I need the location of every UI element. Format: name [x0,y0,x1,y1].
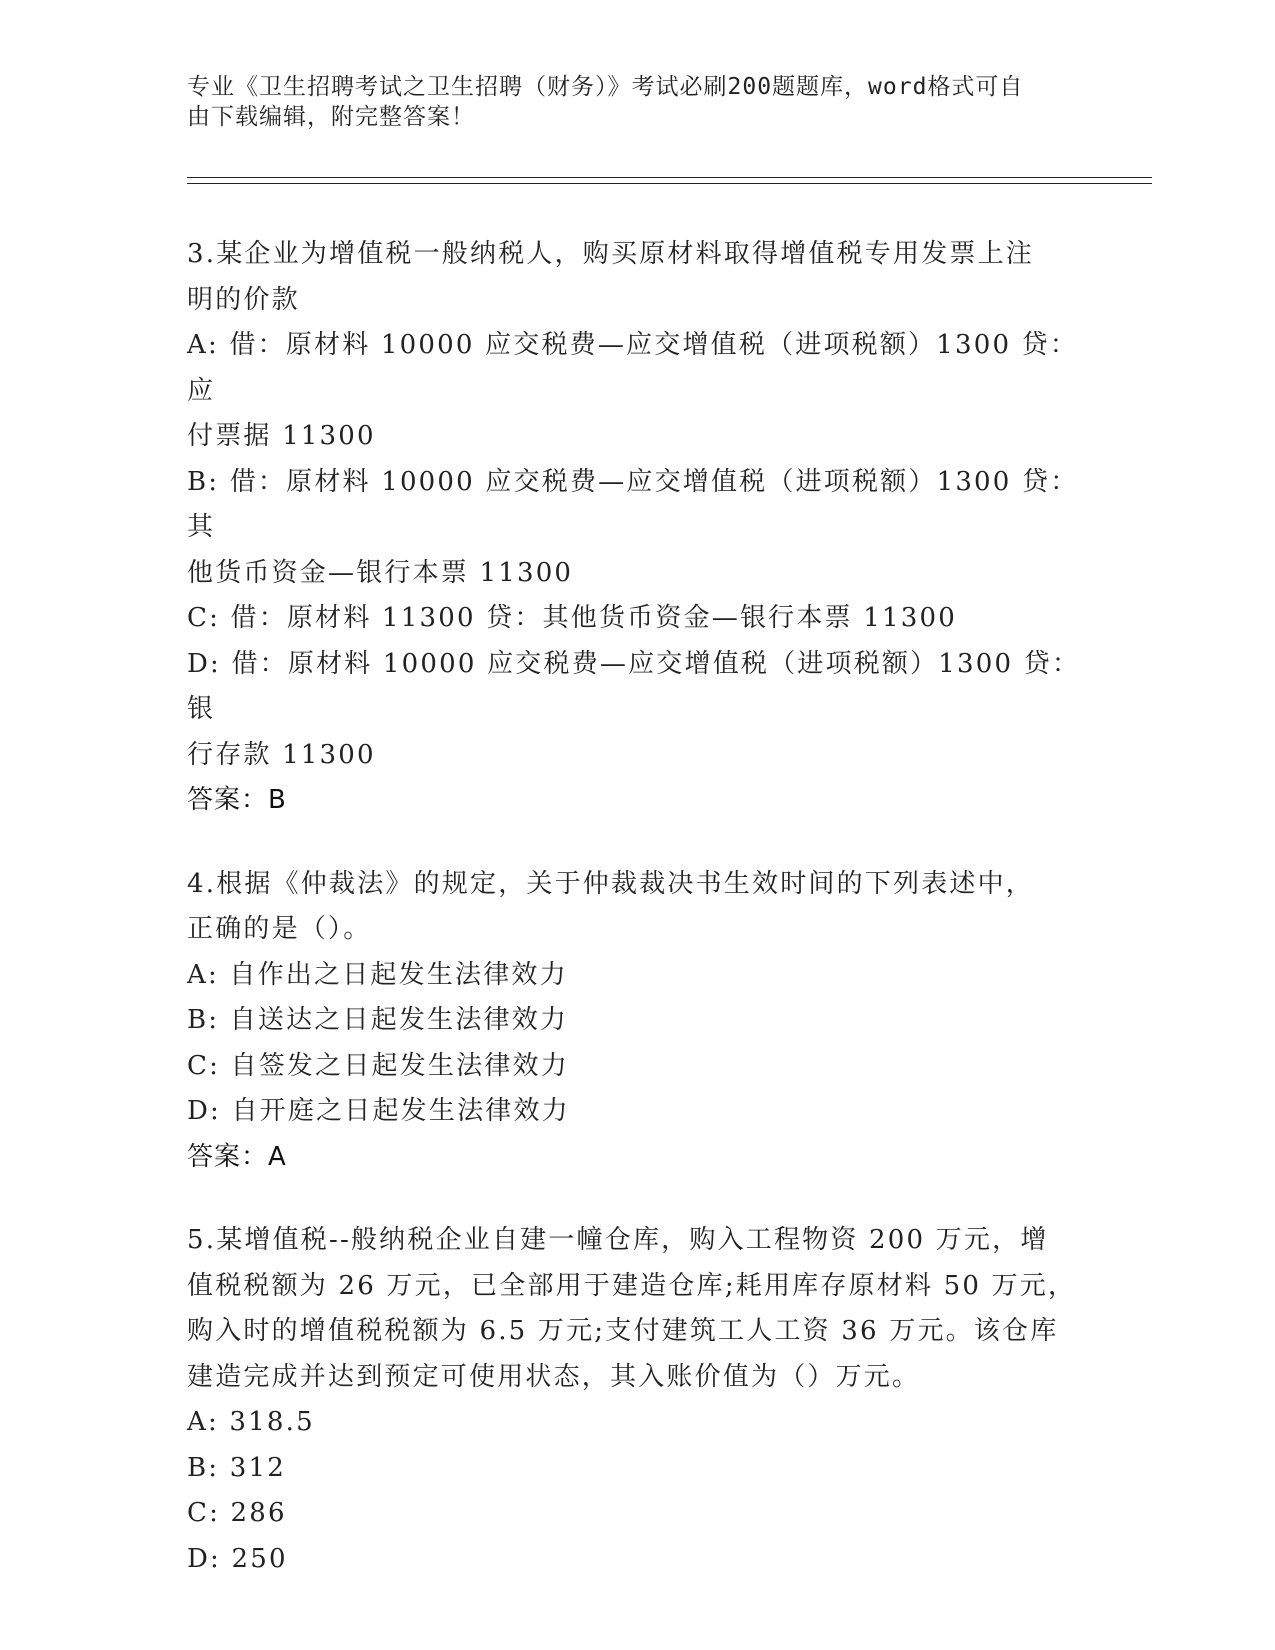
header-divider-bottom [187,183,1152,184]
header-divider-top [187,177,1152,178]
option-line: D: 自开庭之日起发生法律效力 [187,1096,570,1126]
option-line: A: 自作出之日起发生法律效力 [187,959,568,990]
option-line: C: 借：原材料 11300 贷：其他货币资金—银行本票 11300 [187,603,957,633]
question-stem-line: 明的价款 [187,284,300,315]
option-line: B: 312 [187,1452,286,1483]
option-line: C: 286 [187,1498,287,1528]
question-stem-line: 值税税额为 26 万元，已全部用于建造仓库;耗用库存原材料 50 万元， [187,1270,1077,1301]
header-line-2: 由下载编辑，附完整答案！ [187,104,475,130]
option-line: C: 自签发之日起发生法律效力 [187,1050,569,1081]
option-line: D: 借：原材料 10000 应交税费—应交增值税（进项税额）1300 贷：银 [187,648,1081,724]
question-stem-line: 3.某企业为增值税一般纳税人，购买原材料取得增值税专用发票上注 [187,239,1035,269]
question-stem-line: 购入时的增值税税额为 6.5 万元;支付建筑工人工资 36 万元。该仓库 [187,1316,1059,1346]
option-line: A: 借：原材料 10000 应交税费—应交增值税（进项税额）1300 贷：应 [187,330,1079,406]
question-block [187,862,1087,1181]
option-line: B: 借：原材料 10000 应交税费—应交增值税（进项税额）1300 贷：其 [187,466,1079,542]
question-block [187,1218,1087,1582]
question-stem-line: 5.某增值税--般纳税企业自建一幢仓库，购入工程物资 200 万元，增 [187,1225,1049,1255]
option-line: 他货币资金—银行本票 11300 [187,557,574,588]
option-line: D: 250 [187,1543,288,1574]
question-list [187,232,1087,1620]
document-header [187,72,1067,132]
option-line: B: 自送达之日起发生法律效力 [187,1005,569,1035]
answer-label: 答案：A [187,1141,287,1172]
header-line-1: 专业《卫生招聘考试之卫生招聘（财务）》考试必刷200题题库，word格式可自 [187,74,1024,100]
option-line: 付票据 11300 [187,421,376,451]
question-stem-line: 4.根据《仲裁法》的规定，关于仲裁裁决书生效时间的下列表述中， [187,868,1035,899]
answer-label: 答案：B [187,785,287,815]
option-line: A: 318.5 [187,1407,315,1437]
question-stem-line: 正确的是（）。 [187,914,372,944]
question-block [187,232,1087,824]
question-stem-line: 建造完成并达到预定可使用状态，其入账价值为（）万元。 [187,1361,921,1392]
option-line: 行存款 11300 [187,739,376,770]
